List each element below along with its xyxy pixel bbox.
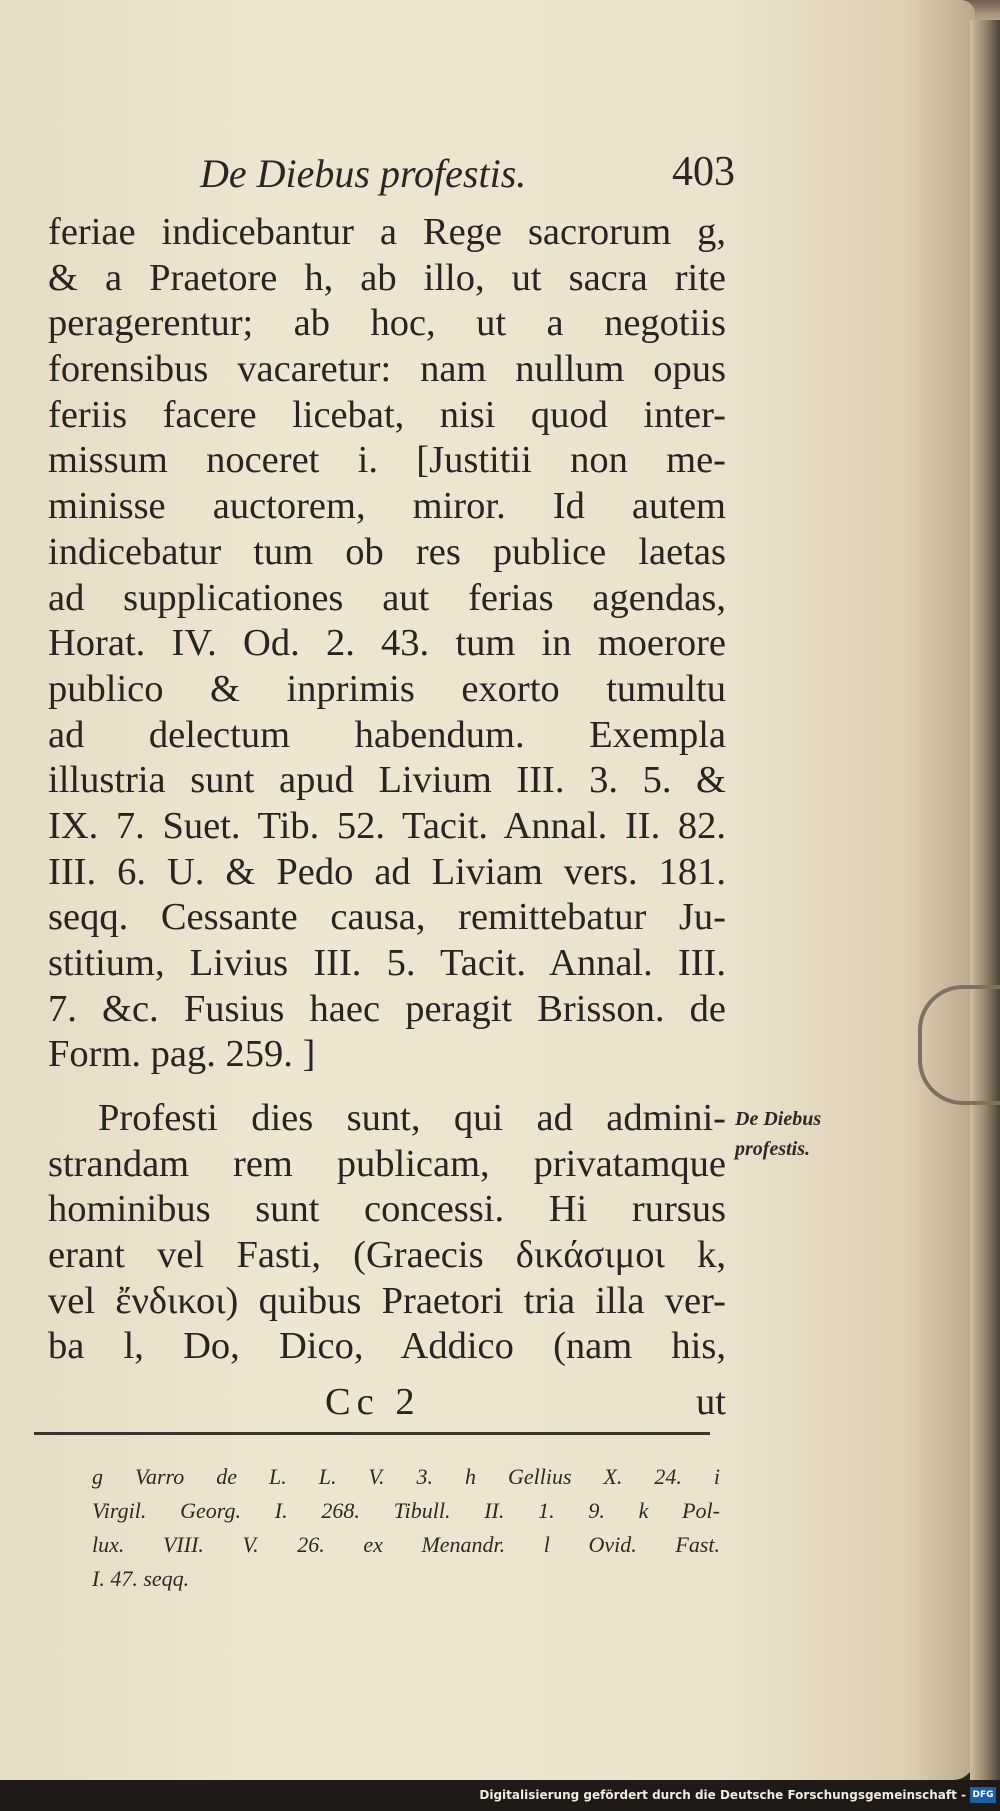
text-line: seqq. Cessante causa, remittebatur Ju- bbox=[48, 896, 726, 939]
page-number: 403 bbox=[672, 149, 735, 195]
dfg-logo-icon: DFG bbox=[970, 1787, 996, 1803]
text-line: indicebatur tum ob res publice laetas bbox=[48, 530, 726, 573]
text-line: strandam rem publicam, privatamque bbox=[48, 1142, 726, 1185]
catchword: ut bbox=[696, 1381, 726, 1423]
text-line: ad supplicationes aut ferias agendas, bbox=[48, 576, 726, 619]
digitization-credit: Digitalisierung gefördert durch die Deutsche Forschungsgemeinschaft - bbox=[479, 1788, 966, 1802]
main-paragraph bbox=[48, 210, 726, 1078]
text-line: minisse auctorem, miror. Id autem bbox=[48, 485, 726, 528]
second-paragraph bbox=[48, 1096, 726, 1370]
margin-note bbox=[735, 1104, 845, 1164]
text-line: 7. &c. Fusius haec peragit Brisson. de bbox=[48, 987, 726, 1030]
text-line: vel ἔνδικοι) quibus Praetori tria illa ver- bbox=[48, 1279, 726, 1322]
footnote-line: lux. VIII. V. 26. ex Menandr. l Ovid. Fast. bbox=[92, 1532, 720, 1557]
text-line: IX. 7. Suet. Tib. 52. Tacit. Annal. II. 82. bbox=[48, 804, 726, 847]
footnotes bbox=[92, 1460, 720, 1596]
footnote-line: g Varro de L. L. V. 3. h Gellius X. 24. i bbox=[92, 1464, 720, 1489]
signature-line bbox=[48, 1380, 726, 1426]
text-line: missum noceret i. [Justitii non me- bbox=[48, 439, 726, 482]
text-line: feriae indicebantur a Rege sacrorum g, bbox=[48, 211, 726, 253]
text-line: forensibus vacaretur: nam nullum opus bbox=[48, 348, 726, 391]
text-line: stitium, Livius III. 5. Tacit. Annal. III. bbox=[48, 942, 726, 984]
footnote-line: Virgil. Georg. I. 268. Tibull. II. 1. 9. k Pol- bbox=[92, 1498, 720, 1523]
text-line: III. 6. U. & Pedo ad Liviam vers. 181. bbox=[48, 850, 726, 893]
page-right-edge bbox=[970, 20, 1000, 1780]
text-line: & a Praetore h, ab illo, ut sacra rite bbox=[48, 256, 726, 299]
margin-note-line: De Diebus bbox=[735, 1108, 822, 1130]
text-line: ba l, Do, Dico, Addico (nam his, bbox=[48, 1325, 726, 1368]
margin-note-line: profestis. bbox=[735, 1138, 810, 1160]
text-line: publico & inprimis exorto tumultu bbox=[48, 667, 726, 710]
text-line: Profesti dies sunt, qui ad admini- bbox=[98, 1097, 726, 1139]
running-header bbox=[200, 150, 735, 206]
text-line: feriis facere licebat, nisi quod inter- bbox=[48, 393, 726, 436]
text-line: ad delectum habendum. Exempla bbox=[48, 713, 726, 756]
text-line: Horat. IV. Od. 2. 43. tum in moerore bbox=[48, 622, 726, 665]
text-line: hominibus sunt concessi. Hi rursus bbox=[48, 1188, 726, 1231]
text-line: illustria sunt apud Livium III. 3. 5. & bbox=[48, 759, 726, 802]
text-line: erant vel Fasti, (Graecis δικάσιμοι k, bbox=[48, 1234, 726, 1277]
footnote-line: I. 47. seqq. bbox=[92, 1566, 190, 1591]
page-clip bbox=[918, 985, 1000, 1105]
signature-mark: Cc 2 bbox=[325, 1381, 421, 1423]
running-title: De Diebus profestis. bbox=[200, 151, 527, 196]
text-line: peragerentur; ab hoc, ut a negotiis bbox=[48, 302, 726, 345]
text-line: Form. pag. 259. ] bbox=[48, 1033, 316, 1076]
footnote-rule bbox=[34, 1432, 710, 1435]
